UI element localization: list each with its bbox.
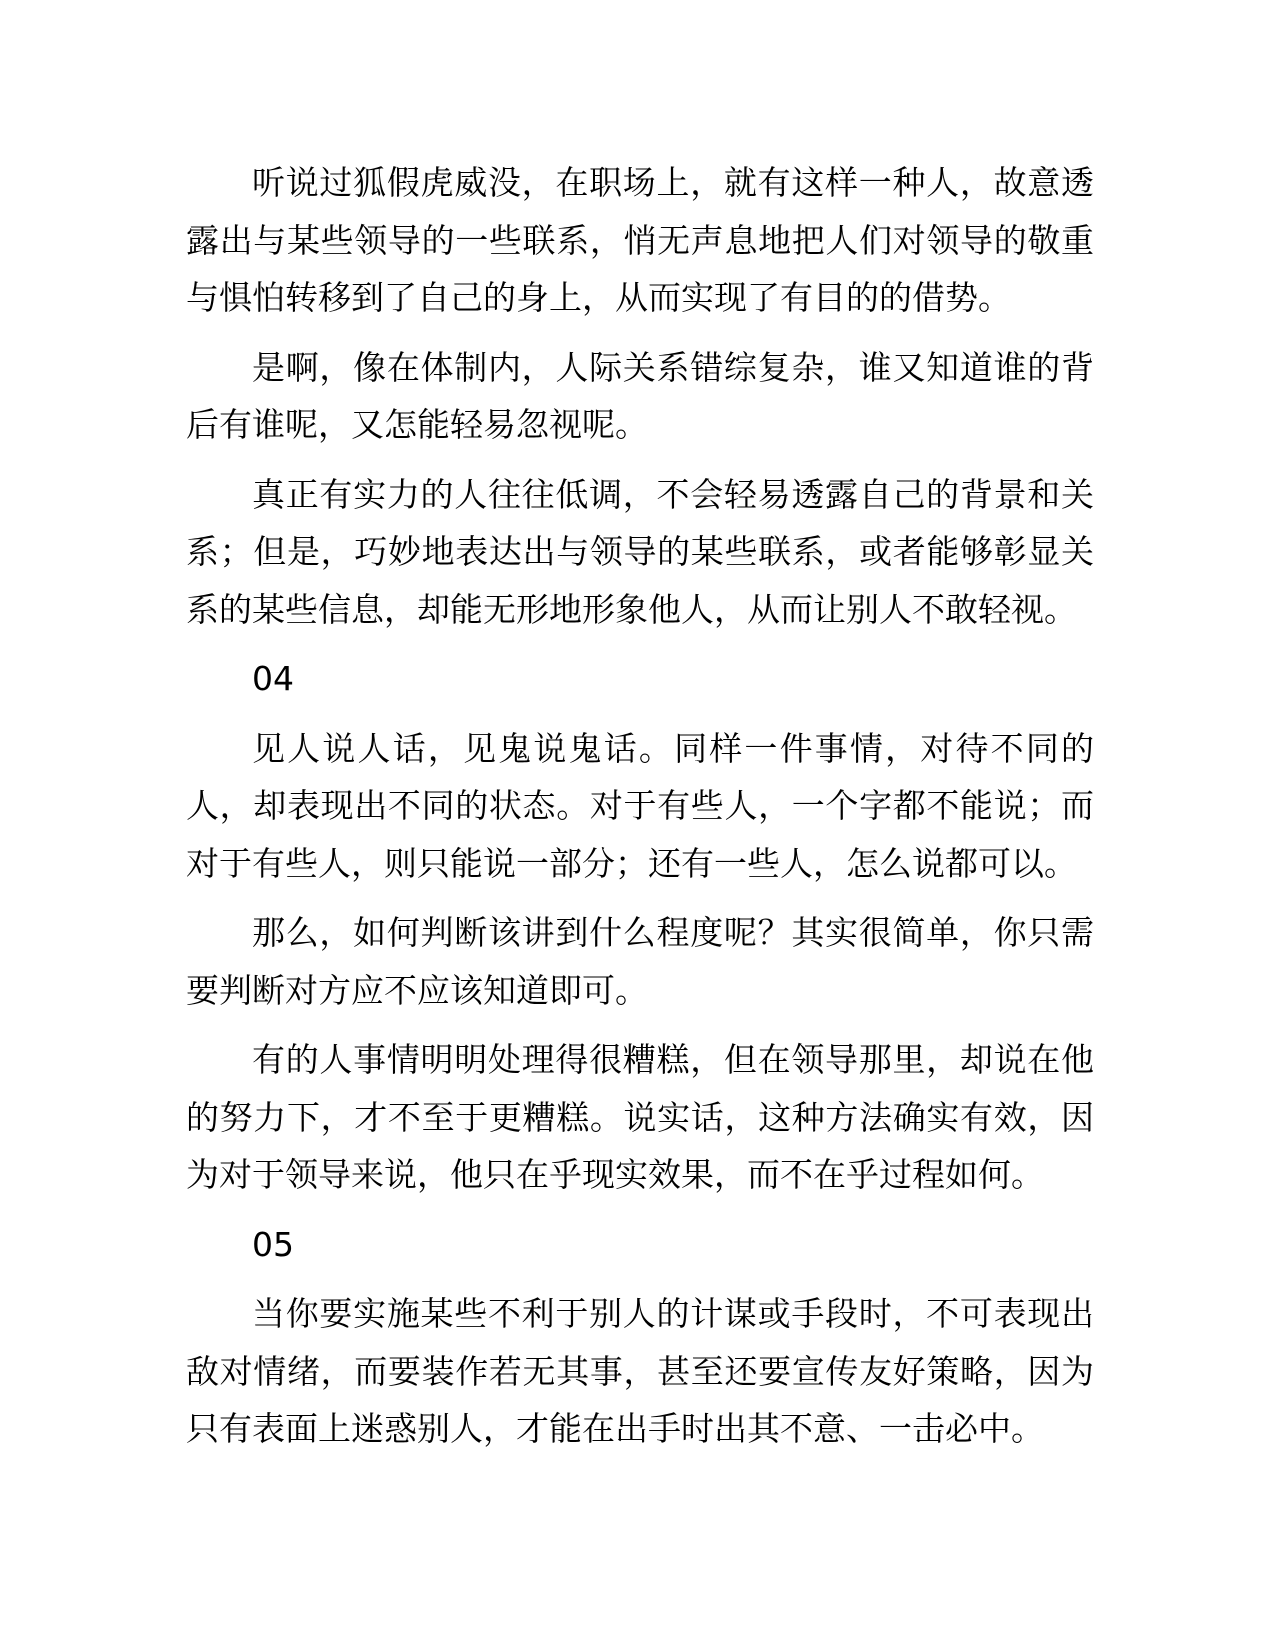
- paragraph-low-profile: 真正有实力的人往往低调，不会轻易透露自己的背景和关系；但是，巧妙地表达出与领导的某些联系，或者能够彰显关系的某些信息，却能无形地形象他人，从而让别人不敢轻视。: [186, 474, 1094, 629]
- section-number-04: 04: [252, 659, 294, 698]
- paragraph-hidden-strategy: 当你要实施某些不利于别人的计谋或手段时，不可表现出敌对情绪，而要装作若无其事，甚至还要宣传友好策略，因为只有表面上迷惑别人，才能在出手时出其不意、一击必中。: [186, 1294, 1094, 1448]
- paragraph-how-to-judge: 那么，如何判断该讲到什么程度呢？其实很简单，你只需要判断对方应不应该知道即可。: [186, 913, 1094, 1010]
- paragraph-speak-accordingly: 见人说人话，见鬼说鬼话。同样一件事情，对待不同的人，却表现出不同的状态。对于有些人，一个字都不能说；而对于有些人，则只能说一部分；还有一些人，怎么说都可以。: [186, 728, 1094, 883]
- paragraph-report-to-leader: 有的人事情明明处理得很糟糕，但在领导那里，却说在他的努力下，才不至于更糟糕。说实话，这种方法确实有效，因为对于领导来说，他只在乎现实效果，而不在乎过程如何。: [186, 1040, 1094, 1194]
- document-body: [186, 154, 1094, 1470]
- section-number-05: 05: [252, 1224, 294, 1264]
- paragraph-borrowing-influence: 听说过狐假虎威没，在职场上，就有这样一种人，故意透露出与某些领导的一些联系，悄无声息地把人们对领导的敬重与惧怕转移到了自己的身上，从而实现了有目的的借势。: [186, 163, 1094, 317]
- paragraph-complex-relations: 是啊，像在体制内，人际关系错综复杂，谁又知道谁的背后有谁呢，又怎能轻易忽视呢。: [186, 347, 1094, 444]
